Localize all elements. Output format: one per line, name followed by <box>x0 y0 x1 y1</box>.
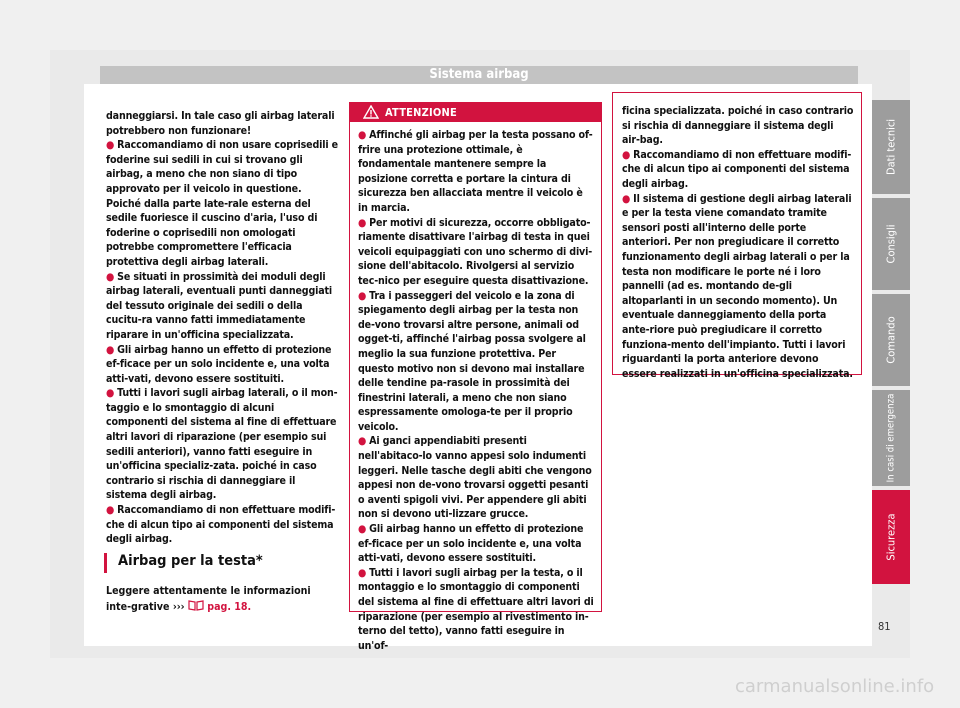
bullet-item: ● Gli airbag hanno un effetto di protezione ef-ficace per un solo incidente e, una volta atti-vati, devono essere sostituiti. <box>358 523 584 565</box>
bullet-icon: ● <box>358 435 367 448</box>
section-marker <box>104 553 107 573</box>
bullet-icon: ● <box>358 289 367 302</box>
paragraph: danneggiarsi. In tale caso gli airbag laterali potrebbero non funzionare! <box>106 110 335 137</box>
tab-emergenza[interactable]: In casi di emergenza <box>872 390 910 486</box>
bullet-item: ● Raccomandiamo di non effettuare modifi-che di alcun tipo ai componenti del sistema degli airbag. <box>106 504 336 546</box>
reference-arrows: ››› <box>172 600 185 613</box>
bullet-item: ● Affinché gli airbag per la testa possano of-frire una protezione ottimale, è fondamentale mantenere sempre la posizione corretta e portare la cintura di sicurezza ben allacciata mentre il veicolo è in marcia. <box>358 129 593 214</box>
column-middle <box>358 128 594 653</box>
watermark: carmanualsonline.info <box>735 676 935 697</box>
bullet-item: ● Tutti i lavori sugli airbag per la testa, o il montaggio e lo smontaggio di componenti del sistema al fine di effettuare altri lavori di riparazione (per esempio al rivestimento in-terno del tetto), vanno fatti eseguire in un'of- <box>358 566 594 652</box>
bullet-icon: ● <box>358 566 367 579</box>
bullet-item: ● Gli airbag hanno un effetto di protezione ef-ficace per un solo incidente e, una volta atti-vati, devono essere sostituiti. <box>106 343 332 385</box>
bullet-item: ● Se situati in prossimità dei moduli degli airbag laterali, eventuali punti danneggiati del tessuto originale dei sedili o della cucitu-ra vanno fatti immediatamente riparare in un'officina specializzata. <box>106 270 333 341</box>
bullet-icon: ● <box>622 148 631 161</box>
page-header: Sistema airbag <box>100 66 858 84</box>
bullet-icon: ● <box>106 270 115 283</box>
tab-dati-tecnici[interactable]: Dati tecnici <box>872 100 910 194</box>
bullet-icon: ● <box>106 139 115 152</box>
page-reference-link[interactable]: pag. 18. <box>207 600 252 613</box>
bullet-item: ● Ai ganci appendiabiti presenti nell'abitaco-lo vanno appesi solo indumenti leggeri. Nelle tasche degli abiti che vengono appesi non de-vono trovarsi oggetti pesanti o aventi spigoli vivi. Per appendere gli abiti non si devono uti-lizzare grucce. <box>358 435 592 521</box>
section-title: Airbag per la testa* <box>118 553 263 569</box>
tab-comando[interactable]: Comando <box>872 294 910 386</box>
tab-sicurezza[interactable]: Sicurezza <box>872 490 910 584</box>
bullet-icon: ● <box>358 216 367 229</box>
bullet-icon: ● <box>622 192 631 205</box>
bullet-item: ● Tutti i lavori sugli airbag laterali, o il mon-taggio e lo smontaggio di alcuni componenti del sistema al fine di effettuare altri lavori di riparazione (per esempio sui sedili anteriori), vanno fatti eseguire in un'officina specializ-zata. poiché in caso contrario si rischia di danneggiare il sistema degli airbag. <box>106 387 338 502</box>
tab-consigli[interactable]: Consigli <box>872 198 910 290</box>
bullet-item: ● Raccomandiamo di non usare coprisedili e foderine sui sedili in cui si trovano gli airbag, a meno che non siano di tipo approvato per il veicolo in questione. Poiché dalla parte late-rale esterna del sedile fuoriesce il cuscino d'aria, l'uso di foderine o coprisedili non omologati potrebbe compromettere l'efficacia protettiva degli airbag laterali. <box>106 139 338 268</box>
column-right <box>622 104 854 381</box>
bullet-icon: ● <box>358 129 367 141</box>
paragraph: ficina specializzata. poiché in caso contrario si rischia di danneggiare il sistema degli air-bag. <box>622 105 854 147</box>
bullet-icon: ● <box>106 387 115 400</box>
bullet-item: ● Raccomandiamo di non effettuare modifi-che di alcun tipo ai componenti del sistema degli airbag. <box>622 148 852 190</box>
warning-title: ATTENZIONE <box>385 106 457 119</box>
bullet-icon: ● <box>106 504 115 517</box>
page-number: 81 <box>878 620 891 633</box>
bullet-item: ● Per motivi di sicurezza, occorre obbligato-riamente disattivare l'airbag di testa in quei veicoli equipaggiati con uno schermo di divi-sione dell'abitacolo. Rivolgersi al servizio tec-nico per eseguire questa disattivazione. <box>358 216 593 287</box>
bullet-icon: ● <box>106 343 115 356</box>
bullet-item: ● Il sistema di gestione degli airbag laterali e per la testa viene comandato tramite sensori posti all'interno delle porte anteriori. Per non pregiudicare il corretto funzionamento degli airbag laterali o per la testa non modificare le porte né i loro pannelli (ad es. montando de-gli altoparlanti in un secondo momento). Un eventuale danneggiamento della porta ante-riore può pregiudicare il corretto funziona-mento dell'impianto. Tutti i lavori riguardanti la porta anteriore devono essere realizzati in un'officina specializzata. <box>622 192 853 380</box>
warning-triangle-icon <box>363 105 379 119</box>
column-left <box>106 109 338 547</box>
bullet-icon: ● <box>358 523 367 536</box>
section-intro: Leggere attentamente le informazioni inte-grative ››› pag. 18. <box>106 585 311 613</box>
bullet-item: ● Tra i passeggeri del veicolo e la zona di spiegamento degli airbag per la testa non de-vono trovarsi altre persone, animali od ogget-ti, affinché l'airbag possa svolgere al meglio la sua funzione protettiva. Per questo motivo non si devono mai installare delle tendine pa-rasole in prossimità dei finestrini laterali, a meno che non siano espressamente omologa-te per il proprio veicolo. <box>358 289 586 433</box>
book-reference-icon <box>188 599 204 611</box>
